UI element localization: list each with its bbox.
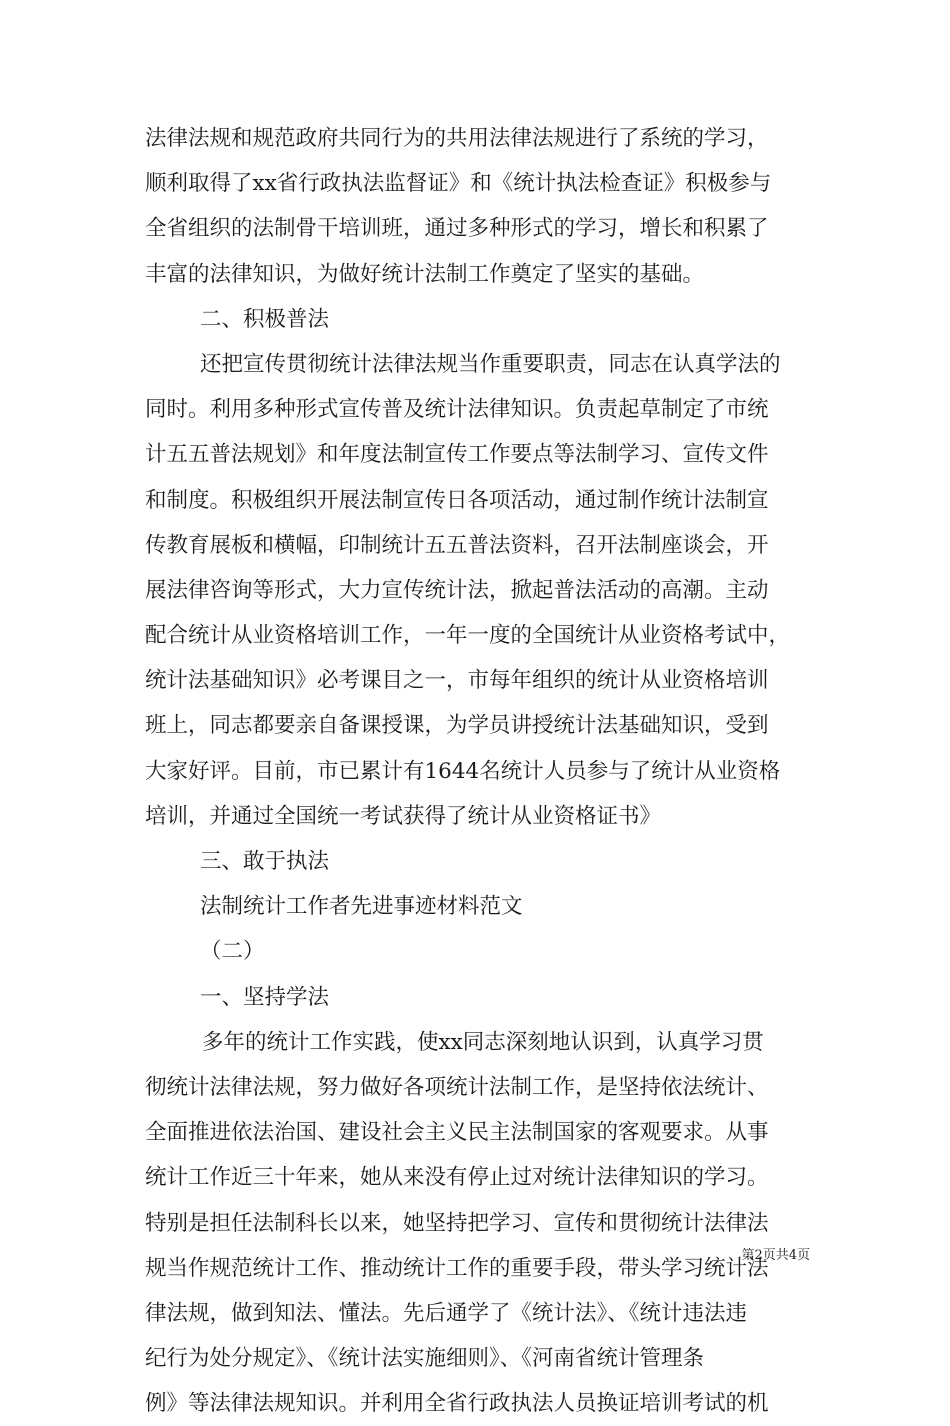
text-line: 彻统计法律法规，努力做好各项统计法制工作，是坚持依法统计、 bbox=[145, 1074, 769, 1100]
text-line: 全面推进依法治国、建设社会主义民主法制国家的客观要求。从事 bbox=[145, 1120, 769, 1146]
text-line: 统计工作近三十年来，她从来没有停止过对统计法律知识的学习。 bbox=[145, 1165, 769, 1191]
page-number-footer: 第2页共4页 bbox=[741, 1248, 810, 1263]
text-line: 统计法基础知识》必考课目之一，市每年组织的统计从业资格培训 bbox=[145, 668, 769, 694]
text-line: 班上，同志都要亲自备课授课，为学员讲授统计法基础知识，受到 bbox=[145, 713, 769, 739]
text-line: 传教育展板和横幅，印制统计五五普法资料，召开法制座谈会，开 bbox=[145, 532, 769, 558]
text-line: 培训，并通过全国统一考试获得了统计从业资格证书》 bbox=[145, 803, 662, 829]
part-number: （二） bbox=[200, 939, 265, 965]
paragraph-start: 还把宣传贯彻统计法律法规当作重要职责，同志在认真学法的 bbox=[200, 351, 781, 377]
text-line: 同时。利用多种形式宣传普及统计法律知识。负责起草制定了市统 bbox=[145, 397, 769, 423]
text-line: 顺利取得了xx省行政执法监督证》和《统计执法检查证》积极参与 bbox=[145, 171, 772, 197]
text-line: 丰富的法律知识，为做好统计法制工作奠定了坚实的基础。 bbox=[145, 261, 705, 287]
text-line: 和制度。积极组织开展法制宣传日各项活动，通过制作统计法制宣 bbox=[145, 487, 769, 513]
text-line: 例》等法律法规知识。并利用全省行政执法人员换证培训考试的机 bbox=[145, 1391, 769, 1417]
text-line: 计五五普法规划》和年度法制宣传工作要点等法制学习、宣传文件 bbox=[145, 442, 769, 468]
text-line: 法律法规和规范政府共同行为的共用法律法规进行了系统的学习， bbox=[145, 126, 769, 151]
text-line: 特别是担任法制科长以来，她坚持把学习、宣传和贯彻统计法律法 bbox=[145, 1210, 769, 1236]
document-title: 法制统计工作者先进事迹材料范文 bbox=[200, 894, 523, 920]
text-line: 配合统计从业资格培训工作，一年一度的全国统计从业资格考试中， bbox=[145, 623, 791, 649]
text-line: 展法律咨询等形式，大力宣传统计法，掀起普法活动的高潮。主动 bbox=[145, 577, 769, 603]
section-heading-2: 二、积极普法 bbox=[200, 306, 330, 332]
section-heading-3: 三、敢于执法 bbox=[200, 849, 330, 874]
text-line: 规当作规范统计工作、推动统计工作的重要手段，带头学习统计法 bbox=[145, 1255, 769, 1281]
text-line: 律法规，做到知法、懂法。先后通学了《统计法》、《统计违法违 bbox=[145, 1300, 748, 1326]
text-line: 全省组织的法制骨干培训班，通过多种形式的学习，增长和积累了 bbox=[145, 216, 769, 242]
paragraph-start: 多年的统计工作实践，使xx同志深刻地认识到，认真学习贯 bbox=[202, 1029, 764, 1055]
document-body bbox=[145, 116, 815, 1426]
text-line: 纪行为处分规定》、《统计法实施细则》、《河南省统计管理条 bbox=[145, 1346, 705, 1372]
section-heading-1: 一、坚持学法 bbox=[200, 984, 330, 1010]
text-line: 大家好评。目前，市已累计有1644名统计人员参与了统计从业资格 bbox=[145, 758, 781, 784]
